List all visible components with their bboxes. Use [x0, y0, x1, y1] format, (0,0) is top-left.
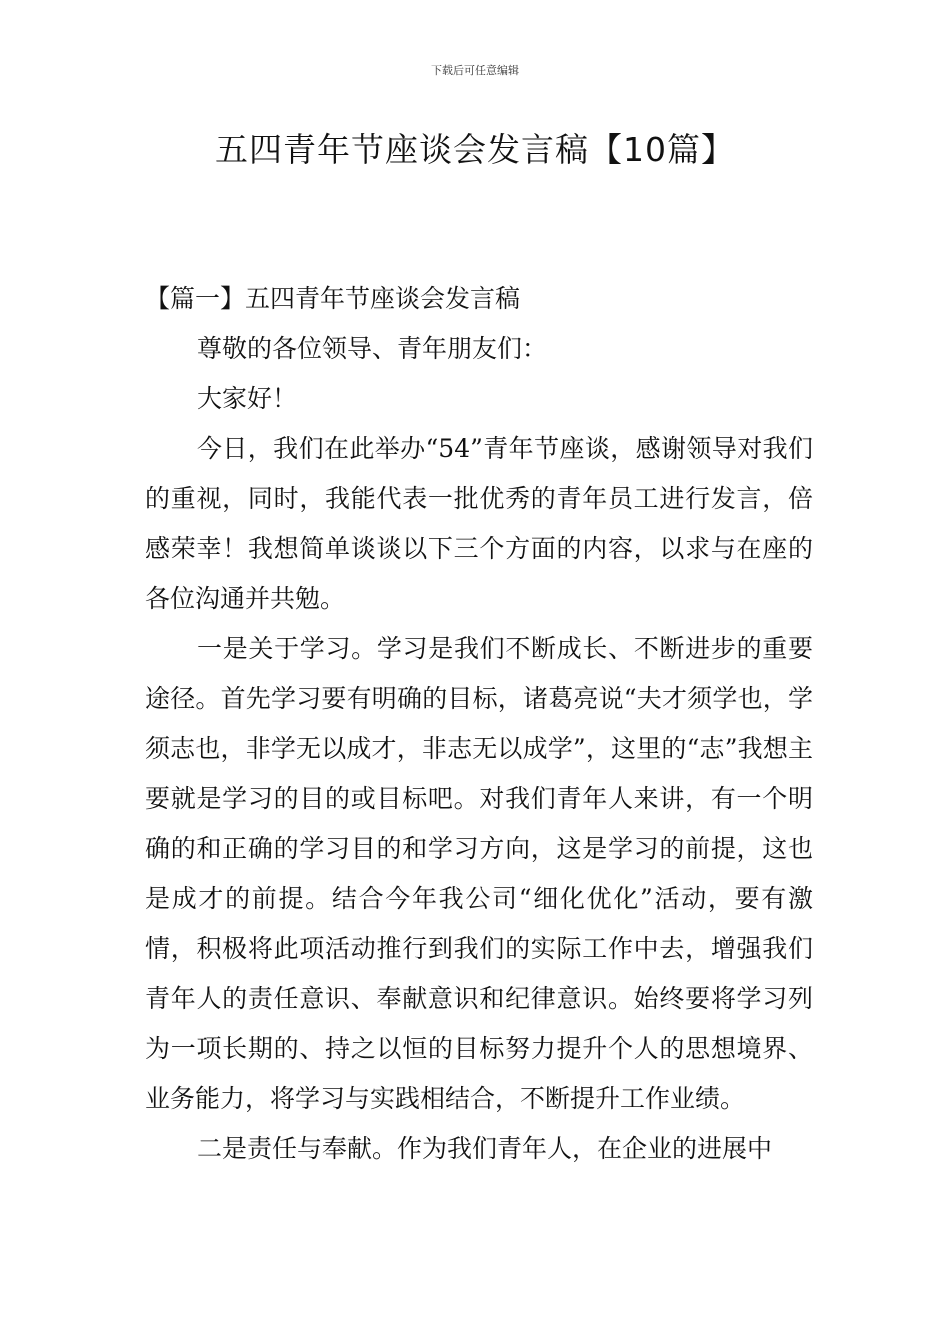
- page-header-note: 下载后可任意编辑: [431, 64, 519, 77]
- greeting: 大家好！: [197, 384, 298, 413]
- section-heading: 【篇一】五四青年节座谈会发言稿: [145, 284, 521, 313]
- document-title: 五四青年节座谈会发言稿【10篇】: [215, 130, 735, 169]
- paragraph-intro: 今日，我们在此举办“54”青年节座谈，感谢领导对我们的重视，同时，我能代表一批优秀的青年员工进行发言，倍感荣幸！我想简单谈谈以下三个方面的内容，以求与在座的各位沟通并共勉。: [145, 434, 813, 613]
- document-body: [145, 274, 813, 1174]
- salutation: 尊敬的各位领导、青年朋友们：: [197, 334, 548, 363]
- paragraph-learning: 一是关于学习。学习是我们不断成长、不断进步的重要途径。首先学习要有明确的目标，诸葛亮说“夫才须学也，学须志也，非学无以成才，非志无以成学”，这里的“志”我想主要就是学习的目的或目标吧。对我们青年人来讲，有一个明确的和正确的学习目的和学习方向，这是学习的前提，这也是成才的前提。结合今年我公司“细化优化”活动，要有激情，积极将此项活动推行到我们的实际工作中去，增强我们青年人的责任意识、奉献意识和纪律意识。始终要将学习列为一项长期的、持之以恒的目标努力提升个人的思想境界、业务能力，将学习与实践相结合，不断提升工作业绩。: [145, 634, 813, 1113]
- paragraph-responsibility: 二是责任与奉献。作为我们青年人，在企业的进展中: [197, 1134, 773, 1163]
